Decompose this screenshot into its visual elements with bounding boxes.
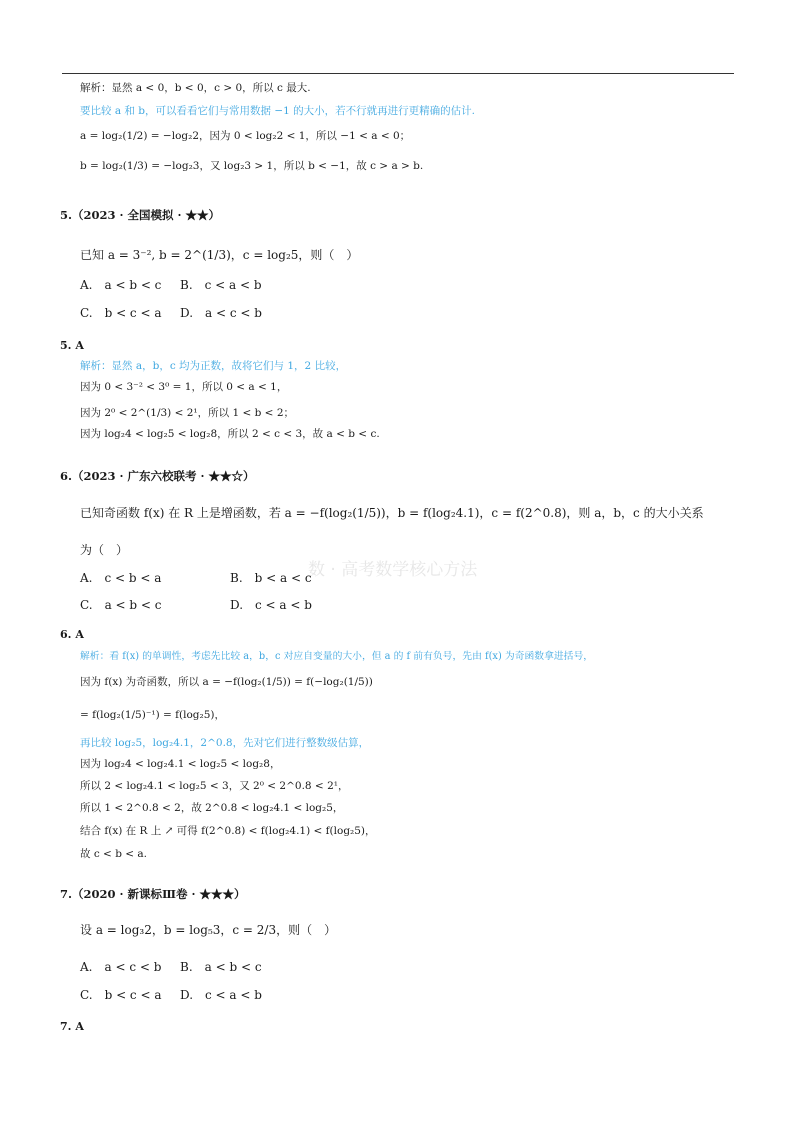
header-rule xyxy=(62,73,734,74)
question-6-option-c: C. a < b < c xyxy=(80,598,162,612)
question-6-answer: 6. A xyxy=(60,628,84,641)
question-6-solution-line-6: 所以 2 < log₂4.1 < log₂5 < 3，又 2⁰ < 2^0.8 < 2¹， xyxy=(80,780,349,792)
question-6-solution-line-1: 解析：看 f(x) 的单调性，考虑先比较 a，b，c 对应自变量的大小，但 a 的 f 前有负号，先由 f(x) 为奇函数拿进括号， xyxy=(80,651,594,662)
question-6-solution-line-8: 结合 f(x) 在 R 上 ↗ 可得 f(2^0.8) < f(log₂4.1) < f(log₂5)， xyxy=(80,825,376,837)
question-6-solution-line-9: 故 c < b < a. xyxy=(80,848,147,860)
question-5-solution-line-4: 因为 log₂4 < log₂5 < log₂8，所以 2 < c < 3，故 a < b < c. xyxy=(80,428,380,440)
question-6-solution-line-7: 所以 1 < 2^0.8 < 2，故 2^0.8 < log₂4.1 < log₂5， xyxy=(80,802,344,814)
question-5-solution-line-1: 解析：显然 a，b，c 均为正数，故将它们与 1，2 比较， xyxy=(80,360,347,372)
question-5-solution-line-3: 因为 2⁰ < 2^(1/3) < 2¹，所以 1 < b < 2； xyxy=(80,407,294,419)
question-6-heading: 6.（2023 · 广东六校联考 · ★★☆） xyxy=(60,469,255,483)
question-6-solution-line-4: 再比较 log₂5，log₂4.1，2^0.8，先对它们进行整数级估算， xyxy=(80,737,370,749)
p4-solution-line-4: b = log₂(1/3) = −log₂3，又 log₂3 > 1，所以 b < −1，故 c > a > b. xyxy=(80,160,424,172)
p4-solution-line-3: a = log₂(1/2) = −log₂2，因为 0 < log₂2 < 1，所以 −1 < a < 0； xyxy=(80,130,411,142)
question-7-option-a: A. a < c < b xyxy=(80,960,162,974)
question-6-option-d: D. c < a < b xyxy=(230,598,312,612)
question-6-option-b: B. b < a < c xyxy=(230,571,312,585)
question-5-option-a: A. a < b < c xyxy=(80,278,162,292)
question-5-heading: 5.（2023 · 全国模拟 · ★★） xyxy=(60,208,221,222)
p4-solution-line-2: 要比较 a 和 b，可以看看它们与常用数据 −1 的大小，若不行就再进行更精确的估计. xyxy=(80,105,475,117)
question-6-solution-line-2: 因为 f(x) 为奇函数，所以 a = −f(log₂(1/5)) = f(−log₂(1/5)) xyxy=(80,676,373,688)
question-7-heading: 7.（2020 · 新课标Ⅲ卷 · ★★★） xyxy=(60,887,246,901)
question-7-answer: 7. A xyxy=(60,1020,84,1033)
question-5-stem: 已知 a = 3⁻², b = 2^(1/3)，c = log₂5，则（ ） xyxy=(80,248,359,262)
question-5-option-d: D. a < c < b xyxy=(180,306,262,320)
question-6-solution-line-3: = f(log₂(1/5)⁻¹) = f(log₂5)， xyxy=(80,709,226,721)
question-6-stem: 已知奇函数 f(x) 在 R 上是增函数，若 a = −f(log₂(1/5))，b = f(log₂4.1)，c = f(2^0.8)，则 a，b，c 的大小关系 xyxy=(80,506,704,520)
question-7-option-d: D. c < a < b xyxy=(180,988,262,1002)
question-5-answer: 5. A xyxy=(60,339,84,352)
question-7-option-b: B. a < b < c xyxy=(180,960,262,974)
p4-solution-line-1: 解析：显然 a < 0，b < 0，c > 0，所以 c 最大. xyxy=(80,82,311,94)
question-7-stem: 设 a = log₃2，b = log₅3，c = 2/3，则（ ） xyxy=(80,923,337,937)
question-7-option-c: C. b < c < a xyxy=(80,988,162,1002)
question-5-solution-line-2: 因为 0 < 3⁻² < 3⁰ = 1，所以 0 < a < 1， xyxy=(80,381,288,393)
question-6-option-a: A. c < b < a xyxy=(80,571,162,585)
question-6-stem-continued: 为（ ） xyxy=(80,543,129,557)
watermark: 数 · 高考数学核心方法 xyxy=(308,560,478,580)
question-5-option-b: B. c < a < b xyxy=(180,278,262,292)
question-6-solution-line-5: 因为 log₂4 < log₂4.1 < log₂5 < log₂8， xyxy=(80,758,281,770)
question-5-option-c: C. b < c < a xyxy=(80,306,162,320)
